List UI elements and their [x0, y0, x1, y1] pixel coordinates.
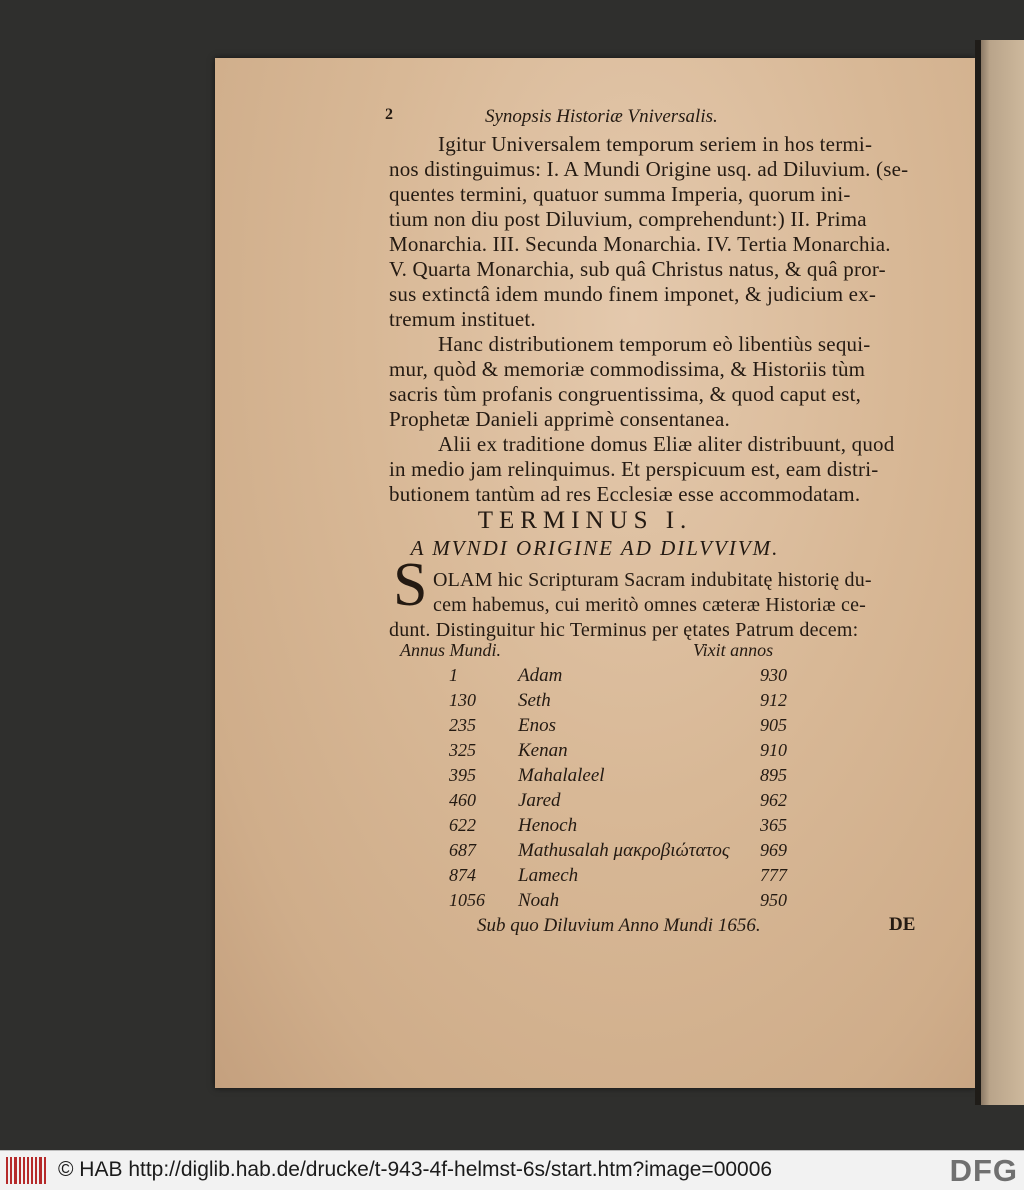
running-head: Synopsis Historiæ Vniversalis.	[485, 106, 718, 127]
table-row	[215, 815, 975, 840]
year-cell: 874	[449, 865, 476, 885]
copyright-link[interactable]: © HAB http://diglib.hab.de/drucke/t-943-4f-helmst-6s/start.htm?image=00006	[58, 1158, 773, 1181]
year-cell: 1	[449, 665, 458, 685]
year-cell: 687	[449, 840, 476, 860]
patriarch-cell: Adam	[518, 665, 563, 686]
page-number: 2	[385, 106, 393, 123]
table-header-lived: Vixit annos	[693, 640, 774, 660]
text-line: tium non diu post Diluvium, comprehendunt:) II. Prima	[389, 207, 867, 231]
lived-cell: 912	[760, 690, 787, 710]
patriarch-cell: Noah	[518, 890, 560, 911]
table-header-year: Annus Mundi.	[400, 640, 501, 660]
text-line: quentes termini, quatuor summa Imperia, quorum ini-	[389, 182, 851, 206]
year-cell: 460	[449, 790, 476, 810]
table-row	[215, 665, 975, 690]
text-line: Alii ex traditione domus Eliæ aliter distribuunt, quod	[438, 432, 895, 456]
catchword: DE	[889, 914, 916, 935]
table-row	[215, 740, 975, 765]
lived-cell: 365	[760, 815, 787, 835]
text-line: Igitur Universalem temporum seriem in hos termi-	[438, 132, 873, 156]
section-heading: TERMINUS I.	[477, 507, 693, 534]
patriarch-cell: Mahalaleel	[518, 765, 605, 786]
lived-cell: 777	[760, 865, 787, 885]
drop-cap: S	[393, 551, 428, 619]
table-row	[215, 840, 975, 865]
patriarch-cell: Kenan	[518, 740, 568, 761]
table-row	[215, 890, 975, 915]
text-line: cem habemus, cui meritò omnes cæteræ Historiæ ce-	[433, 594, 867, 616]
lived-cell: 930	[760, 665, 787, 685]
text-line: OLAM hic Scripturam Sacram indubitatę historię du-	[433, 569, 872, 591]
lived-cell: 910	[760, 740, 787, 760]
book-page	[215, 58, 975, 1088]
patriarch-cell: Jared	[518, 790, 561, 811]
year-cell: 1056	[449, 890, 485, 910]
text-line: tremum instituet.	[389, 307, 536, 331]
dfg-logo: DFG	[949, 1153, 1018, 1188]
lived-cell: 905	[760, 715, 787, 735]
table-row	[215, 790, 975, 815]
patriarch-cell: Lamech	[518, 865, 579, 886]
text-line: Monarchia. III. Secunda Monarchia. IV. Tertia Monarchia.	[389, 232, 891, 256]
text-line: nos distinguimus: I. A Mundi Origine usq. ad Diluvium. (se-	[389, 157, 909, 181]
text-line: dunt. Distinguitur hic Terminus per ętates Patrum decem:	[389, 619, 859, 641]
text-line: Prophetæ Danieli apprimè consentanea.	[389, 407, 730, 431]
adjacent-page-edge	[975, 40, 1024, 1105]
text-line: Hanc distributionem temporum eò libentiùs sequi-	[438, 332, 871, 356]
year-cell: 130	[449, 690, 476, 710]
text-line: V. Quarta Monarchia, sub quâ Christus natus, & quâ pror-	[389, 257, 886, 281]
text-line: sus extinctâ idem mundo finem imponet, & judicium ex-	[389, 282, 877, 306]
text-line: mur, quòd & memoriæ commodissima, & Historiis tùm	[389, 357, 866, 381]
year-cell: 235	[449, 715, 476, 735]
table-row	[215, 865, 975, 890]
barcode-icon	[6, 1157, 46, 1184]
table-row	[215, 715, 975, 740]
section-subheading: A MVNDI ORIGINE AD DILVVIVM.	[410, 536, 780, 560]
year-cell: 395	[449, 765, 476, 785]
flood-date-line: Sub quo Diluvium Anno Mundi 1656.	[477, 915, 761, 936]
text-line: sacris tùm profanis congruentissima, & quod caput est,	[389, 382, 862, 406]
year-cell: 622	[449, 815, 476, 835]
patriarch-cell: Seth	[518, 690, 551, 711]
page-gutter	[975, 40, 981, 1105]
patriarch-cell: Mathusalah μακροβιώτατος	[518, 840, 730, 861]
text-line: in medio jam relinquimus. Et perspicuum est, eam distri-	[389, 457, 879, 481]
year-cell: 325	[449, 740, 476, 760]
viewer-footer	[0, 1150, 1024, 1190]
lived-cell: 950	[760, 890, 787, 910]
lived-cell: 969	[760, 840, 787, 860]
lived-cell: 962	[760, 790, 787, 810]
text-line: butionem tantùm ad res Ecclesiæ esse accommodatam.	[389, 482, 861, 506]
table-row	[215, 765, 975, 790]
table-row	[215, 690, 975, 715]
patriarch-cell: Enos	[518, 715, 556, 736]
patriarch-cell: Henoch	[518, 815, 578, 836]
lived-cell: 895	[760, 765, 787, 785]
